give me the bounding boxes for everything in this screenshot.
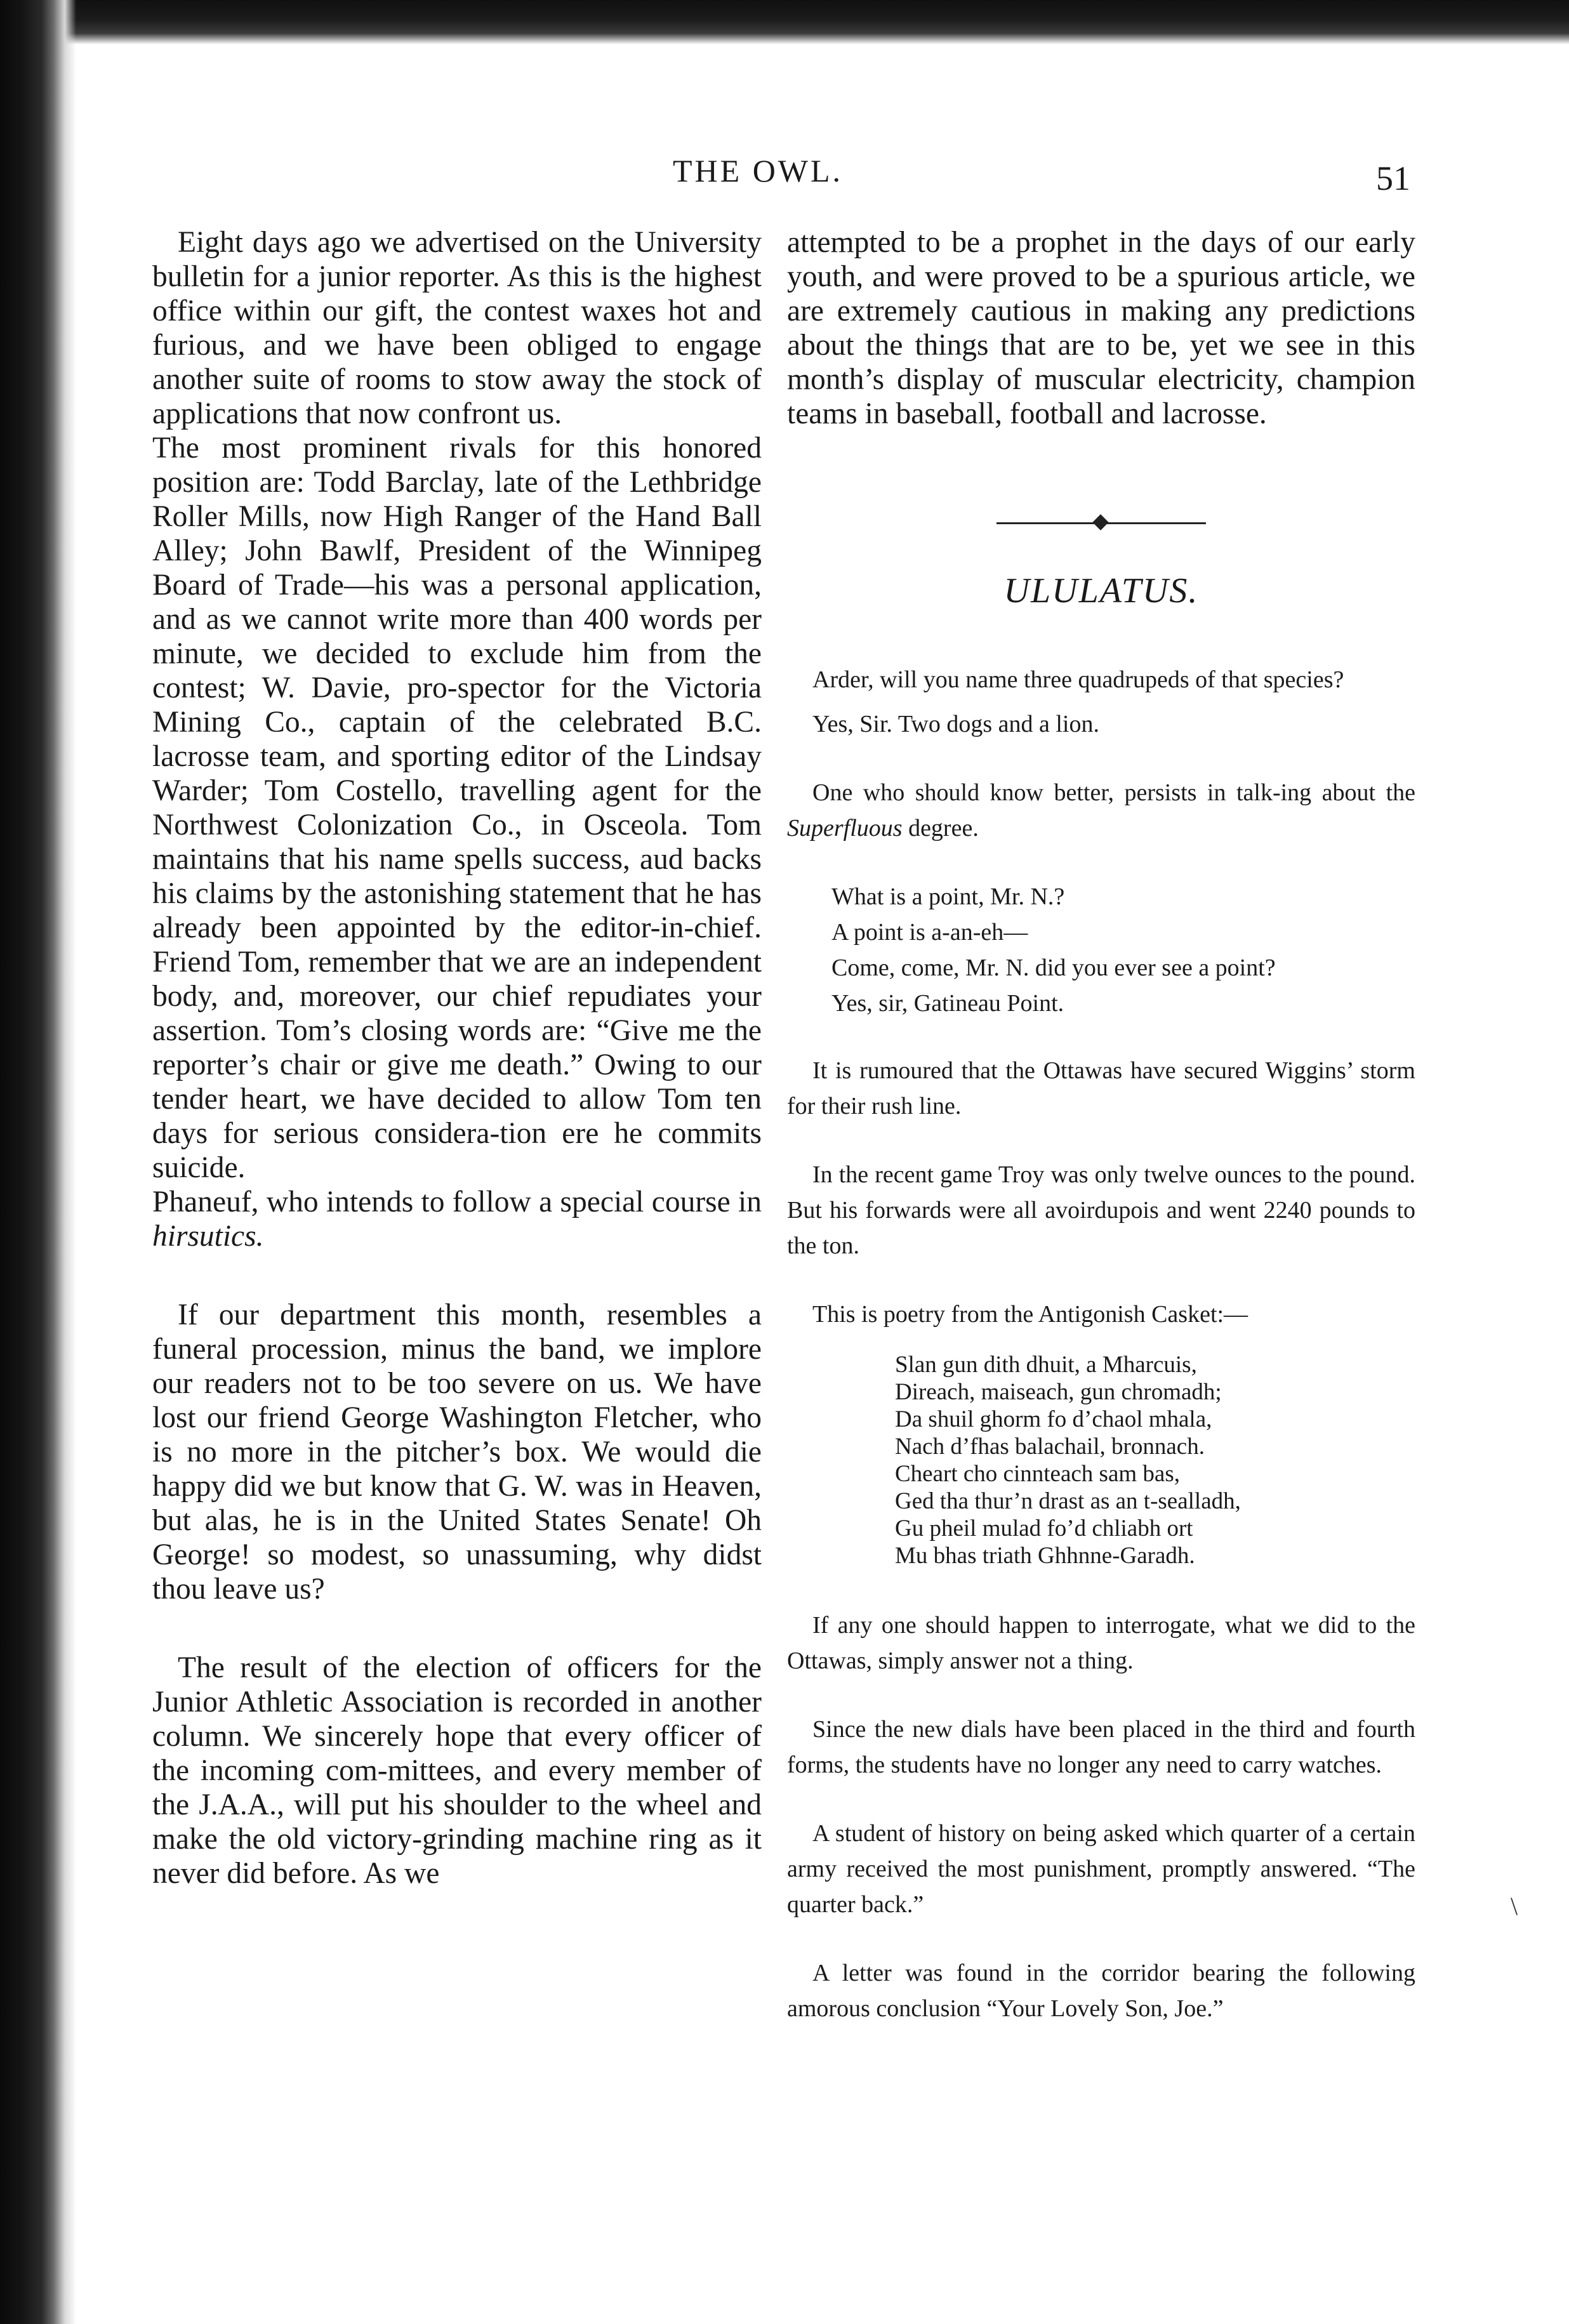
page-number: 51 — [1376, 159, 1410, 197]
dialogue-line: Come, come, Mr. N. did you ever see a point? — [831, 954, 1276, 981]
item-interrogate: If any one should happen to interrogate, what we did to the Ottawas, simply answer not a thing. — [787, 1612, 1415, 1674]
paragraph-phaneuf — [152, 1185, 762, 1253]
scan-binding-edge — [0, 0, 76, 2324]
phaneuf-italic: hirsutics. — [152, 1220, 264, 1253]
stray-mark: \ — [1511, 1892, 1518, 1920]
paragraph-funeral: If our department this month, resembles a funeral procession, minus the band, we implore our readers not to be too severe on us. We have lost our friend George Washington Fletcher, who is no more in the pitcher’s box. We would die happy did we but know that G. W. was in Heaven, but alas, he is in the United States Senate! Oh George! so modest, so unassuming, why didst thou leave us? — [152, 1298, 762, 1606]
item-history: A student of history on being asked which quarter of a certain army received the most punishment, promptly answered. “The quarter back.” — [787, 1820, 1415, 1918]
paragraph-rivals: The most prominent rivals for this honored position are: Todd Barclay, late of the Lethbridge Roller Mills, now High Ranger of the Hand Ball Alley; John Bawlf, President of the Winnipeg Board of Trade—his was a personal application, and as we cannot write more than 400 words per minute, we decided to exclude him from the contest; W. Davie, pro-spector for the Victoria Mining Co., captain of the celebrated B.C. lacrosse team, and sporting editor of the Lindsay Warder; Tom Costello, travelling agent for the Northwest Colonization Co., in Osceola. Tom maintains that his name spells success, aud backs his claims by the astonishing statement that he has already been appointed by the editor-in-chief. Friend Tom, remember that we are an independent body, and, moreover, our chief repudiates your assertion. Tom’s closing words are: “Give me the reporter’s chair or give me death.” Owing to our tender heart, we have decided to allow Tom ten days for serious considera-tion ere he commits suicide. — [152, 432, 762, 1184]
left-column — [152, 225, 762, 1891]
verse-line: Da shuil ghorm fo d’chaol mhala, — [895, 1406, 1212, 1432]
verse-line: Cheart cho cinnteach sam bas, — [895, 1461, 1180, 1487]
item-superfluous: One who should know better, persists in talk-ing about the Superfluous degree. — [787, 779, 1415, 842]
section-divider — [996, 513, 1206, 532]
paragraph-advertised: Eight days ago we advertised on the University bulletin for a junior reporter. As this is the highest office within our gift, the contest waxes hot and furious, and we have been obliged to engage another suite of rooms to stow away the stock of applications that now confront us. — [152, 226, 762, 430]
verse-line: Mu bhas triath Ghhnne-Garadh. — [895, 1543, 1195, 1569]
item-letter: A letter was found in the corridor bearing the following amorous conclusion “Your Lovely Son, Joe.” — [787, 1960, 1415, 2022]
item-wiggins: It is rumoured that the Ottawas have secured Wiggins’ storm for their rush line. — [787, 1057, 1415, 1119]
dialogue-line: A point is a-an-eh— — [831, 919, 1028, 946]
section-title: ULULATUS. — [1003, 571, 1199, 611]
right-column — [787, 225, 1415, 2059]
paragraph-election: The result of the election of officers for the Junior Athletic Association is recorded in another column. We sincerely hope that every officer of the incoming com-mittees, and every member of the J.A.A., will put his shoulder to the wheel and make the old victory-grinding machine ring as it never did before. As we — [152, 1651, 762, 1890]
paragraph-continuation: attempted to be a prophet in the days of our early youth, and were proved to be a spurious article, we are extremely cautious in making any predictions about the things that are to be, yet we see in this month’s display of muscular electricity, champion teams in baseball, football and lacrosse. — [787, 226, 1415, 430]
page-title: THE OWL. — [673, 153, 844, 188]
scan-top-edge — [0, 0, 1569, 44]
phaneuf-text: Phaneuf, who intends to follow a special course in — [152, 1185, 762, 1218]
verse-block — [787, 1351, 1415, 1569]
verse-line: Slan gun dith dhuit, a Mharcuis, — [895, 1352, 1197, 1378]
verse-line: Nach d’fhas balachail, bronnach. — [895, 1434, 1205, 1460]
verse-line: Ged tha thur’n drast as an t-sealladh, — [895, 1488, 1241, 1514]
dialogue-line: What is a point, Mr. N.? — [831, 883, 1065, 910]
dialogue-line: Yes, sir, Gatineau Point. — [831, 990, 1064, 1017]
item-arder-reply: Yes, Sir. Two dogs and a lion. — [812, 711, 1099, 737]
verse-line: Direach, maiseach, gun chromadh; — [895, 1379, 1222, 1405]
verse-line: Gu pheil mulad fo’d chliabh ort — [895, 1515, 1193, 1542]
item-poetry: This is poetry from the Antigonish Casket:— — [812, 1301, 1248, 1328]
item-troy: In the recent game Troy was only twelve ounces to the pound. But his forwards were all avoirdupois and went 2240 pounds to the ton. — [787, 1161, 1415, 1259]
item-dials: Since the new dials have been placed in the third and fourth forms, the students have no longer any need to carry watches. — [787, 1716, 1415, 1778]
item-arder: Arder, will you name three quadrupeds of that species? — [812, 666, 1344, 693]
dialogue-point — [787, 879, 1415, 1021]
